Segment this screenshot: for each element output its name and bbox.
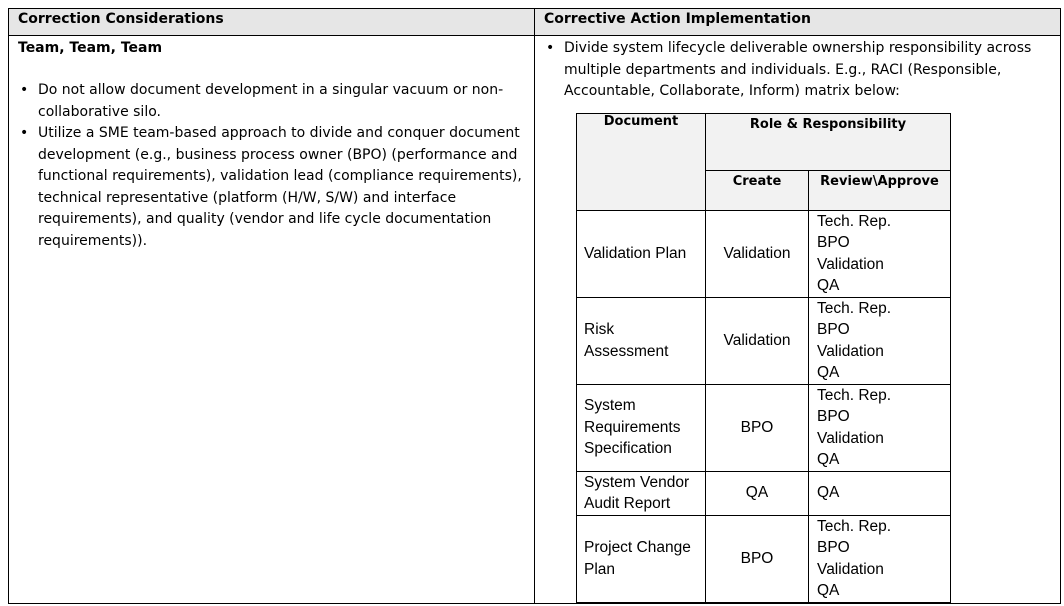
review-cell [809,384,951,471]
review-line: BPO [817,321,850,338]
create-cell: BPO [706,515,809,602]
col-review-header: Review\Approve [809,170,951,210]
table-row [577,297,951,384]
review-line: Tech. Rep. [817,299,892,317]
doc-line: Plan [584,560,616,578]
doc-line: Validation Plan [584,244,687,262]
doc-line: System [584,397,636,415]
right-cell [535,36,1061,604]
create-cell: Validation [706,297,809,384]
review-line: Tech. Rep. [817,212,892,230]
review-line: QA [817,582,840,599]
review-cell [809,210,951,297]
list-item: • Utilize a SME team-based approach to divide and conquer document development (e.g., business process owner (BPO) (performance and functional requirements), validation lead (compliance requirements), technical representative (platform (H/W, S/W) and interface requirements), and quality (vendor and life cycle documentation requirements)). [18,123,525,252]
review-line: Tech. Rep. [817,386,892,404]
doc-line: Requirements [584,418,681,436]
considerations-table [8,8,1061,604]
review-line: QA [817,364,840,381]
list-item: • Divide system lifecycle deliverable ownership responsibility across multiple departments and individuals. E.g., RACI (Responsible, Accountable, Collaborate, Inform) matrix below: [544,38,1053,103]
doc-line: Audit Report [584,495,671,512]
create-cell: BPO [706,384,809,471]
doc-line: System Vendor [584,473,690,491]
review-line: QA [817,277,840,294]
col-document-header: Document [577,113,706,210]
right-bullet-list [544,38,1053,103]
review-cell [809,471,951,515]
left-cell [9,36,535,604]
review-cell [809,297,951,384]
header-correction-considerations: Correction Considerations [9,9,535,36]
table-row [577,384,951,471]
doc-cell [577,384,706,471]
doc-cell [577,210,706,297]
review-line: BPO [817,408,850,425]
review-line: BPO [817,539,850,556]
review-line: Validation [817,342,884,360]
col-create-header: Create [706,170,809,210]
review-line: Validation [817,560,884,578]
table-row [577,471,951,515]
doc-cell [577,297,706,384]
doc-cell [577,515,706,602]
col-role-header: Role & Responsibility [706,113,951,170]
review-line: BPO [817,234,850,251]
raci-matrix [576,113,951,603]
doc-line: Assessment [584,342,669,360]
doc-line: Specification [584,440,672,458]
doc-line: Risk [584,321,615,338]
doc-line: Project Change [584,539,691,556]
review-cell [809,515,951,602]
table-row [577,515,951,602]
header-corrective-action: Corrective Action Implementation [535,9,1061,36]
subheading: Team, Team, Team [18,40,163,56]
list-item: • Do not allow document development in a singular vacuum or non-collaborative silo. [18,80,525,123]
review-line: Validation [817,255,884,273]
review-line: QA [817,484,840,502]
create-cell: Validation [706,210,809,297]
table-row [577,210,951,297]
review-line: Validation [817,429,884,447]
review-line: QA [817,451,840,468]
create-cell: QA [706,471,809,515]
review-line: Tech. Rep. [817,517,892,535]
doc-cell [577,471,706,515]
left-bullet-list [18,80,525,252]
